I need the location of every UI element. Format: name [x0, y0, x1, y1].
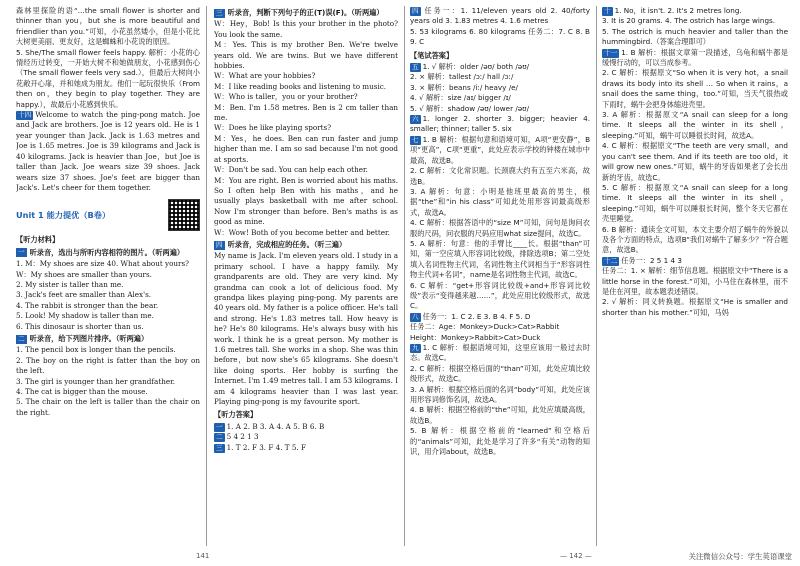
answer-row: [410, 114, 590, 135]
list-item: 1. The pencil box is longer than the pencils.: [16, 345, 176, 355]
section-number: 七: [412, 135, 419, 144]
dialogue-line: M：You are right. Ben is worried about his maths. So I often help Ben with his maths，and he usually plays basketball with me after school. Now I'm stronger than before. Ben's maths is as good as mine.: [214, 175, 398, 227]
answer-row: [602, 48, 788, 69]
answer-text: 1. A 2. B 3. A 4. A 5. B 6. B: [226, 421, 325, 431]
answer-text: 5. √ 解析：shadow /əʊ/ lower /əʊ/: [410, 103, 530, 113]
list-item: 6. This dinosaur is shorter than us.: [16, 321, 144, 331]
answer-text: 2. C 解析：文化常识题。长颈鹿大约有五至六米高，故选B。: [410, 166, 590, 186]
dialogue-line: W：Don't be sad. You can help each other.: [214, 165, 368, 175]
answer-text: 6. B 解析：通读全文可知，本文主要介绍了蜗牛的外貌以及各个方面的特点，选项B“我们对蜗牛了解多少？”符合题意，故选B。: [602, 224, 788, 255]
list-item: 2. My sister is taller than me.: [16, 279, 124, 289]
passage: My name is Jack. I'm eleven years old. I study in a primary school. I have a happy family. My grandparents are old. They are very kind. My grandma can cook a lot of delicious food. My grandpa likes playing ping-pong. My parents are 40 years old. My father is a police officer. He's tall and strong. He's 1.83 metres tall. How heavy is he? He's 80 kilograms. He's always busy with his work. I think he is a great person. My mother is 1.6 metres tall. She works in a shop. She was thin before，but now she's 65 kilograms. She doesn't like doing sports. Her hobby is surfing the Internet. I'm 1.49 metres tall. I am 53 kilograms. I am 4 kilograms heavier than I was last year. Playing ping-pong is my favourite sport.: [214, 251, 398, 407]
column-divider: [404, 6, 405, 546]
answer-text: 任务一：1. 11/eleven years old 2. 40/forty years old 3. 1.83 metres 4. 1.6 metres: [410, 6, 590, 26]
answer-row: [410, 6, 590, 27]
list-item: 3. Jack's feet are smaller than Alex's.: [16, 290, 152, 300]
page-number-right: — 142 —: [560, 552, 592, 560]
column-3: [410, 6, 590, 546]
dialogue-line: W：Does he like playing sports?: [214, 123, 332, 133]
answer-text: 4. √ 解析：size /aɪ/ bigger /ɪ/: [410, 93, 511, 103]
answer-text: 3. × 解析：beans /iː/ heavy /e/: [410, 82, 518, 92]
list-item: 3. The girl is younger than her grandfather.: [16, 376, 176, 386]
answer-row: [214, 422, 398, 432]
page-number-left: 141: [196, 552, 210, 560]
unit-heading: [16, 199, 200, 231]
section-number: 五: [412, 63, 419, 72]
list-item: 5. The chair on the left is taller than the chair on the right.: [16, 397, 200, 417]
section-number: 九: [412, 344, 419, 352]
answer-text: 3. A 解析：根据原文“A snail can sleep for a long time. It sleeps all the winter in its shell，sleeping.”可知，蜗牛可以睡很长时间，故选A。: [602, 110, 788, 140]
footer-note: 关注微信公众号：学生英语课堂: [688, 552, 792, 561]
section-number: 十: [604, 7, 611, 15]
dialogue: [214, 19, 398, 238]
dialogue-line: M：Ben. I'm 1.58 metres. Ben is 2 cm taller than me.: [214, 102, 398, 123]
paragraph: 森林里探险的语“…the small flower is shorter and thinner than you，but she is more beautiful and friendlier than you.”可知，小花虽然矮小，但是小花比大树更美丽、更友好，这是蜘蛛和小花说的原因。: [16, 6, 200, 47]
section-number: 四: [216, 240, 223, 249]
answer-text: 1. √ 解析：older /əʊ/ both /əʊ/: [422, 62, 530, 72]
column-divider: [206, 6, 207, 546]
answer-text: 2. C 解析：根据空格后面的“than”可知，此处应填比较级形式，故选C。: [410, 363, 590, 384]
column-divider: [596, 6, 597, 546]
section-number: 二: [216, 433, 223, 442]
answer-row: [410, 312, 590, 322]
answer-text: 任务一：1. C 2. E 3. B 4. F 5. D: [422, 311, 531, 321]
list-item: W：My shoes are smaller than yours.: [16, 269, 152, 279]
list-sec2: [16, 345, 200, 418]
section-number: 八: [412, 312, 419, 321]
dialogue-line: W：Hey，Bob! Is this your brother in the photo? You look the same.: [214, 19, 398, 39]
answer-text: 2. √ 解析：同义转换题。根据原文“He is smaller and shorter than his mother.”可知，马妈: [602, 297, 788, 317]
answer-text: 1. T 2. F 3. F 4. T 5. F: [226, 442, 306, 452]
section-title: 听录音，给下列图片排序。（听两遍）: [29, 333, 149, 343]
section-number: 六: [412, 115, 419, 124]
section-number: 十二: [604, 256, 618, 265]
answer-text: 5. The ostrich is much heavier and taller than the hummingbird.（答案合理即可）: [602, 26, 788, 47]
answer-text: 1. B 解析：根据句意和语境可知，A项“更安静”，B项“更高”，C项“更重”，此处应表示学校的钟楼在城市中最高，故选B。: [410, 134, 590, 165]
answer-text: 3. It is 20 grams. 4. The ostrich has large wings.: [602, 16, 776, 26]
answer-text: 1. B 解析：根据文章第一段描述，乌龟和蜗牛都是缓慢行动的，可以当成参考。: [602, 47, 788, 68]
answer-text: 4. C 解析：根据答语中的“size M”可知，问句是询问衣服的尺码，问衣服的尺码应用what size提问，故选C。: [410, 218, 590, 238]
dialogue-line: W：Wow! Both of you become better and better.: [214, 227, 390, 237]
answer-text: Height：Monkey>Rabbit>Cat>Duck: [410, 332, 541, 342]
unit-title: Unit 1 能力提优（B卷）: [16, 210, 111, 221]
column-4: [602, 6, 788, 546]
answer-text: 3. A 解析：句意：小明是他班里最高的男生，根据“the”和“in his class”可知此处用形容词最高级形式，故选A。: [410, 186, 590, 217]
written-header: 【笔试答案】: [410, 50, 454, 60]
list-item: 5. Look! My shadow is taller than me.: [16, 311, 154, 321]
answer-row: [214, 432, 398, 442]
answer-text: 2. C 解析：根据原文“So when it is very hot，a snail draws its body into its shell … So when it rains，a snail does the same thing，too.”可知，当天气很热或下雨时，蜗牛会把身体缩进壳里。: [602, 68, 788, 109]
dialogue-line: M：Yes，he does. Ben can run faster and jump higher than me. I am so sad because I'm not good at sports.: [214, 133, 398, 164]
answer-row: [602, 256, 788, 266]
paragraph: 5. She/The small flower feels happy. 解析：小花的心情经历过转变，一开始大树不和她做朋友，小花感到伤心（The small flower feels very sad.），但最后大树向小花敞开心扉，并和她成为朋友。他们一起玩很快乐（From then on，they begin to play together. They are happy.），故最后小花感到快乐。: [16, 47, 200, 109]
passage-14: [16, 110, 200, 193]
section-heading: [214, 8, 398, 18]
dialogue-line: W：Who is taller，you or your brother?: [214, 92, 358, 102]
answer-text: 5. B 解析：根据空格前的“learned”和空格后的“animals”可知，此处是学习了许多“有关”动物的知识，用介词about，故选B。: [410, 426, 590, 457]
section-number: 十一: [604, 48, 618, 57]
answer-text: 1. longer 2. shorter 3. bigger; heavier 4. smaller; thinner; taller 5. six: [410, 114, 590, 134]
answer-text: 3. A 解析：根据空格后面的名词“body”可知，此处应该用形容词修饰名词，故选A。: [410, 384, 590, 405]
section-heading: [16, 334, 200, 344]
list-item: 4. The cat is bigger than the mouse.: [16, 387, 148, 396]
answer-row: [410, 343, 590, 364]
dialogue-line: M：I like reading books and listening to music.: [214, 81, 387, 91]
section-heading: [214, 240, 398, 250]
answer-text: 任务一：2 5 1 4 3: [621, 255, 682, 265]
column-2: [214, 6, 398, 546]
section-number: 三: [216, 443, 223, 452]
answer-text: 1. No，it isn't. 2. It's 2 metres long.: [614, 6, 742, 15]
section-number: 十四: [18, 111, 32, 120]
answer-row: [410, 62, 590, 72]
passage-text: Welcome to watch the ping-pong match. Joe and Jack are brothers. Joe is 12 years old. He is 1 year younger than Jack. Jack is 1.63 metres and Joe is 1.65 metres. Joe is 39 kilograms and Jack is 40 kilograms. Jack is heavier than Joe，but Joe is taller than Jack. Joe wears size 39 shoes. Jack wears size 37 shoes. Joe's feet are bigger than Jack's. Let's cheer for them together.: [16, 110, 200, 192]
answer-text: 6. C 解析：“get+形容词比较级+and+形容词比较级”表示“变得越来越……”，此处应用比较级形式，故选C。: [410, 280, 590, 311]
section-title: 听录音，判断下列句子的正(T)误(F)。（听两遍）: [227, 8, 384, 17]
listening-header: 【听力材料】: [16, 235, 60, 245]
section-title: 听录音，选出与所听内容相符的图片。（听两遍）: [29, 247, 185, 257]
answer-row: [410, 135, 590, 166]
answer-row: [214, 443, 398, 453]
list-item: 2. The boy on the right is fatter than the boy on the left.: [16, 355, 200, 376]
answer-text: 任务二：Age：Monkey>Duck>Cat>Rabbit: [410, 322, 560, 332]
column-1: [16, 6, 200, 546]
section-number: 二: [18, 334, 25, 343]
answer-text: 5. 53 kilograms 6. 80 kilograms 任务二：7. C 8. B 9. C: [410, 26, 590, 47]
section-heading: [16, 248, 200, 258]
section-number: 三: [216, 8, 223, 17]
section-number: 一: [216, 422, 223, 431]
answer-text: 5. C 解析：根据原文“A snail can sleep for a long time. It sleeps all the winter in its shell，sleeping.”可知，蜗牛可以睡很长时间，整个冬天它都在壳里睡觉。: [602, 182, 788, 224]
section-title: 听录音，完成相应的任务。（听三遍）: [227, 239, 347, 249]
answer-text: 5 4 2 1 3: [226, 432, 259, 442]
answers-header: 【听力答案】: [214, 410, 258, 420]
answer-row: [602, 6, 788, 16]
answer-text: 4. C 解析：根据原文“The teeth are very small，and you can't see them. And if its teeth are too old，it will grow new ones.”可知，蜗牛的牙齿如果老了会长出新的牙齿，故选C。: [602, 141, 788, 182]
section-number: 四: [412, 7, 419, 15]
answer-text: 4. B 解析：根据空格前的“the”可知，此处应填最高级，故选B。: [410, 405, 590, 425]
list-item: 1. M：My shoes are size 40. What about yours?: [16, 259, 190, 269]
qr-code-icon: [168, 199, 200, 231]
answer-text: 5. A 解析：句意：他的手臂比____长。根据“than”可知，第一空应填入形容词比较级，排除选项B；第二空处填入名词性物主代词，名词性物主代词相当于“形容词性物主代词+名词”，name是名词性物主代词，故选C。: [410, 238, 590, 280]
dialogue-line: W：What are your hobbies?: [214, 71, 316, 81]
section-number: 一: [18, 248, 25, 257]
answer-text: 1. C 解析：根据语境可知，这里应该用一般过去时态。故选C。: [410, 343, 590, 363]
answer-text: 2. × 解析：tallest /ɔː/ hall /ɔː/: [410, 72, 514, 82]
list-item: 4. The rabbit is stronger than the bear.: [16, 300, 159, 310]
answer-text: 任务二：1. × 解析：细节信息题。根据原文中“There is a little horse in the forest.”可知，小马住在森林里，而不是住在河里，故本题表述错误。: [602, 266, 788, 296]
dialogue-line: M：Yes. This is my brother Ben. We're twelve years old. We are twins. But we have different hobbies.: [214, 40, 398, 71]
list-sec1: [16, 259, 200, 332]
